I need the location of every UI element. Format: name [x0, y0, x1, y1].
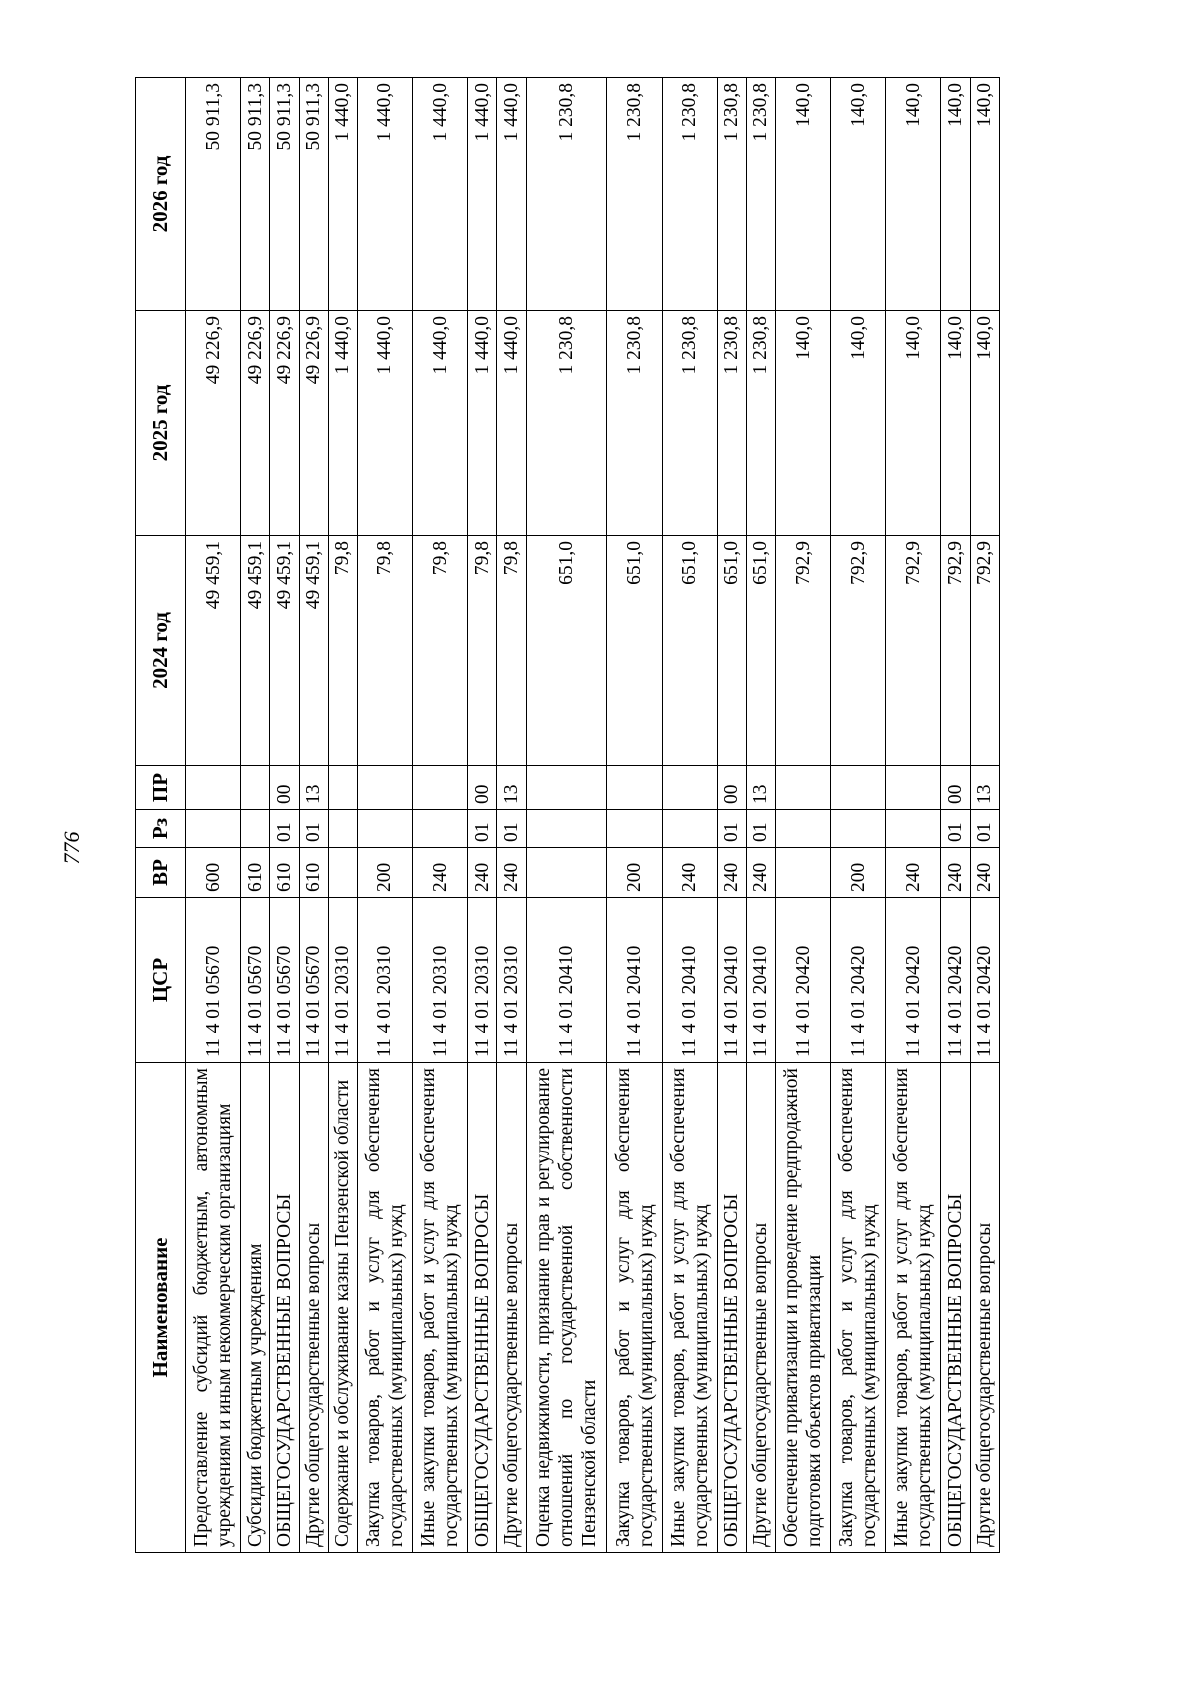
- cell-name: Иные закупки товаров, работ и услуг для обеспечения государственных (муниципальных) нужд: [662, 1063, 717, 1553]
- cell-2026: 1 230,8: [717, 78, 746, 311]
- cell-name: Закупка товаров, работ и услуг для обеспечения государственных (муниципальных) нужд: [357, 1063, 412, 1553]
- cell-rz: [413, 810, 468, 848]
- cell-rz: [662, 810, 717, 848]
- cell-csr: 11 4 01 20310: [497, 898, 526, 1063]
- cell-2025: 1 440,0: [413, 311, 468, 536]
- header-2026: 2026 год: [136, 78, 186, 311]
- cell-2026: 140,0: [941, 78, 970, 311]
- table-row: [526, 78, 607, 1553]
- cell-csr: 11 4 01 20410: [526, 898, 607, 1063]
- cell-vr: 240: [717, 848, 746, 898]
- cell-pr: 00: [717, 766, 746, 810]
- cell-2024: 79,8: [357, 536, 412, 766]
- cell-2025: 1 230,8: [717, 311, 746, 536]
- cell-name: ОБЩЕГОСУДАРСТВЕННЫЕ ВОПРОСЫ: [270, 1063, 299, 1553]
- cell-name: Содержание и обслуживание казны Пензенской области: [328, 1063, 357, 1553]
- cell-2024: 651,0: [746, 536, 775, 766]
- cell-pr: 00: [270, 766, 299, 810]
- cell-csr: 11 4 01 05670: [270, 898, 299, 1063]
- header-vr: ВР: [136, 848, 186, 898]
- cell-pr: 00: [468, 766, 497, 810]
- cell-2026: 1 440,0: [328, 78, 357, 311]
- cell-vr: 240: [497, 848, 526, 898]
- cell-2024: 49 459,1: [241, 536, 270, 766]
- cell-2025: 140,0: [941, 311, 970, 536]
- cell-2025: 49 226,9: [270, 311, 299, 536]
- cell-name: Субсидии бюджетным учреждениям: [241, 1063, 270, 1553]
- cell-rz: [186, 810, 241, 848]
- cell-name: ОБЩЕГОСУДАРСТВЕННЫЕ ВОПРОСЫ: [717, 1063, 746, 1553]
- cell-2026: 140,0: [831, 78, 886, 311]
- cell-pr: [886, 766, 941, 810]
- cell-name: Другие общегосударственные вопросы: [970, 1063, 999, 1553]
- cell-rz: 01: [717, 810, 746, 848]
- cell-rz: 01: [746, 810, 775, 848]
- cell-vr: 200: [831, 848, 886, 898]
- cell-vr: [526, 848, 607, 898]
- cell-2024: 651,0: [526, 536, 607, 766]
- table-header-row: [136, 78, 186, 1553]
- cell-2025: 1 440,0: [468, 311, 497, 536]
- cell-vr: 610: [241, 848, 270, 898]
- cell-vr: 240: [468, 848, 497, 898]
- cell-vr: 240: [662, 848, 717, 898]
- cell-pr: [776, 766, 831, 810]
- cell-2025: 1 230,8: [526, 311, 607, 536]
- table-row: [328, 78, 357, 1553]
- cell-pr: [357, 766, 412, 810]
- cell-2024: 79,8: [497, 536, 526, 766]
- cell-csr: 11 4 01 20310: [328, 898, 357, 1063]
- table-row: [886, 78, 941, 1553]
- cell-pr: [241, 766, 270, 810]
- cell-name: ОБЩЕГОСУДАРСТВЕННЫЕ ВОПРОСЫ: [468, 1063, 497, 1553]
- cell-vr: 610: [270, 848, 299, 898]
- cell-csr: 11 4 01 20420: [970, 898, 999, 1063]
- table-row: [607, 78, 662, 1553]
- table-row: [497, 78, 526, 1553]
- cell-2024: 79,8: [468, 536, 497, 766]
- cell-pr: [831, 766, 886, 810]
- header-rz: Рз: [136, 810, 186, 848]
- table-row: [746, 78, 775, 1553]
- cell-csr: 11 4 01 20420: [831, 898, 886, 1063]
- cell-vr: [328, 848, 357, 898]
- cell-name: Иные закупки товаров, работ и услуг для обеспечения государственных (муниципальных) нужд: [886, 1063, 941, 1553]
- cell-vr: 240: [886, 848, 941, 898]
- cell-2024: 792,9: [941, 536, 970, 766]
- cell-pr: 13: [746, 766, 775, 810]
- cell-rz: [831, 810, 886, 848]
- budget-table: [135, 77, 1000, 1553]
- cell-2025: 140,0: [831, 311, 886, 536]
- cell-rz: 01: [970, 810, 999, 848]
- cell-2025: 1 230,8: [662, 311, 717, 536]
- cell-2024: 49 459,1: [270, 536, 299, 766]
- cell-vr: [776, 848, 831, 898]
- cell-rz: 01: [299, 810, 328, 848]
- cell-name: Обеспечение приватизации и проведение предпродажной подготовки объектов приватизации: [776, 1063, 831, 1553]
- cell-2025: 49 226,9: [186, 311, 241, 536]
- cell-2026: 1 440,0: [413, 78, 468, 311]
- cell-csr: 11 4 01 20310: [413, 898, 468, 1063]
- cell-pr: [526, 766, 607, 810]
- cell-name: Оценка недвижимости, признание прав и регулирование отношений по государственной собственности Пензенской области: [526, 1063, 607, 1553]
- table-row: [299, 78, 328, 1553]
- cell-name: Предоставление субсидий бюджетным, автономным учреждениям и иным некоммерческим организациям: [186, 1063, 241, 1553]
- cell-2026: 1 440,0: [357, 78, 412, 311]
- cell-2026: 50 911,3: [241, 78, 270, 311]
- header-csr: ЦСР: [136, 898, 186, 1063]
- cell-2024: 79,8: [328, 536, 357, 766]
- cell-csr: 11 4 01 20410: [717, 898, 746, 1063]
- table-row: [186, 78, 241, 1553]
- cell-2025: 1 230,8: [607, 311, 662, 536]
- cell-csr: 11 4 01 20310: [468, 898, 497, 1063]
- cell-rz: [241, 810, 270, 848]
- cell-vr: 600: [186, 848, 241, 898]
- cell-rz: [776, 810, 831, 848]
- table-row: [941, 78, 970, 1553]
- cell-2024: 792,9: [886, 536, 941, 766]
- cell-pr: 13: [970, 766, 999, 810]
- cell-2026: 1 230,8: [607, 78, 662, 311]
- cell-csr: 11 4 01 20420: [776, 898, 831, 1063]
- cell-rz: 01: [497, 810, 526, 848]
- cell-rz: [607, 810, 662, 848]
- cell-name: Другие общегосударственные вопросы: [299, 1063, 328, 1553]
- cell-2025: 1 440,0: [328, 311, 357, 536]
- cell-pr: [186, 766, 241, 810]
- cell-csr: 11 4 01 20410: [662, 898, 717, 1063]
- cell-2025: 140,0: [776, 311, 831, 536]
- cell-rz: 01: [468, 810, 497, 848]
- cell-2026: 1 230,8: [526, 78, 607, 311]
- cell-csr: 11 4 01 20410: [607, 898, 662, 1063]
- cell-vr: 240: [413, 848, 468, 898]
- cell-csr: 11 4 01 05670: [299, 898, 328, 1063]
- cell-csr: 11 4 01 05670: [241, 898, 270, 1063]
- cell-rz: [328, 810, 357, 848]
- cell-2024: 651,0: [662, 536, 717, 766]
- cell-2026: 1 230,8: [662, 78, 717, 311]
- cell-pr: 13: [299, 766, 328, 810]
- table-row: [662, 78, 717, 1553]
- cell-rz: 01: [270, 810, 299, 848]
- header-2024: 2024 год: [136, 536, 186, 766]
- cell-csr: 11 4 01 20420: [941, 898, 970, 1063]
- cell-2026: 140,0: [886, 78, 941, 311]
- cell-csr: 11 4 01 20310: [357, 898, 412, 1063]
- cell-2024: 651,0: [717, 536, 746, 766]
- cell-2026: 1 440,0: [497, 78, 526, 311]
- cell-vr: 240: [746, 848, 775, 898]
- table-row: [970, 78, 999, 1553]
- cell-name: Другие общегосударственные вопросы: [746, 1063, 775, 1553]
- cell-2025: 1 230,8: [746, 311, 775, 536]
- cell-2025: 49 226,9: [299, 311, 328, 536]
- cell-2024: 79,8: [413, 536, 468, 766]
- header-name: Наименование: [136, 1063, 186, 1553]
- cell-pr: [607, 766, 662, 810]
- cell-2025: 1 440,0: [497, 311, 526, 536]
- cell-name: Иные закупки товаров, работ и услуг для обеспечения государственных (муниципальных) нужд: [413, 1063, 468, 1553]
- rotated-page-content: [135, 78, 1000, 1553]
- cell-2024: 651,0: [607, 536, 662, 766]
- cell-rz: 01: [941, 810, 970, 848]
- cell-pr: [662, 766, 717, 810]
- cell-rz: [357, 810, 412, 848]
- page-number: 776: [59, 831, 84, 865]
- cell-2026: 50 911,3: [186, 78, 241, 311]
- cell-vr: 240: [941, 848, 970, 898]
- cell-2026: 140,0: [776, 78, 831, 311]
- table-row: [776, 78, 831, 1553]
- cell-name: Закупка товаров, работ и услуг для обеспечения государственных (муниципальных) нужд: [831, 1063, 886, 1553]
- cell-2026: 1 440,0: [468, 78, 497, 311]
- cell-csr: 11 4 01 05670: [186, 898, 241, 1063]
- cell-vr: 200: [357, 848, 412, 898]
- cell-name: ОБЩЕГОСУДАРСТВЕННЫЕ ВОПРОСЫ: [941, 1063, 970, 1553]
- cell-csr: 11 4 01 20410: [746, 898, 775, 1063]
- cell-rz: [526, 810, 607, 848]
- cell-name: Другие общегосударственные вопросы: [497, 1063, 526, 1553]
- cell-2025: 1 440,0: [357, 311, 412, 536]
- cell-2026: 1 230,8: [746, 78, 775, 311]
- header-pr: ПР: [136, 766, 186, 810]
- header-2025: 2025 год: [136, 311, 186, 536]
- cell-vr: 240: [970, 848, 999, 898]
- cell-2025: 140,0: [886, 311, 941, 536]
- cell-csr: 11 4 01 20420: [886, 898, 941, 1063]
- table-row: [831, 78, 886, 1553]
- cell-2025: 140,0: [970, 311, 999, 536]
- cell-pr: [413, 766, 468, 810]
- cell-2025: 49 226,9: [241, 311, 270, 536]
- cell-rz: [886, 810, 941, 848]
- cell-2024: 792,9: [776, 536, 831, 766]
- cell-2026: 50 911,3: [270, 78, 299, 311]
- cell-2026: 50 911,3: [299, 78, 328, 311]
- cell-name: Закупка товаров, работ и услуг для обеспечения государственных (муниципальных) нужд: [607, 1063, 662, 1553]
- cell-pr: [328, 766, 357, 810]
- table-row: [270, 78, 299, 1553]
- table-row: [468, 78, 497, 1553]
- table-row: [413, 78, 468, 1553]
- cell-2026: 140,0: [970, 78, 999, 311]
- table-row: [357, 78, 412, 1553]
- table-body: [186, 78, 1000, 1553]
- table-row: [241, 78, 270, 1553]
- cell-vr: 200: [607, 848, 662, 898]
- cell-vr: 610: [299, 848, 328, 898]
- table-row: [717, 78, 746, 1553]
- cell-pr: 13: [497, 766, 526, 810]
- cell-2024: 792,9: [831, 536, 886, 766]
- cell-2024: 49 459,1: [186, 536, 241, 766]
- cell-2024: 49 459,1: [299, 536, 328, 766]
- cell-pr: 00: [941, 766, 970, 810]
- cell-2024: 792,9: [970, 536, 999, 766]
